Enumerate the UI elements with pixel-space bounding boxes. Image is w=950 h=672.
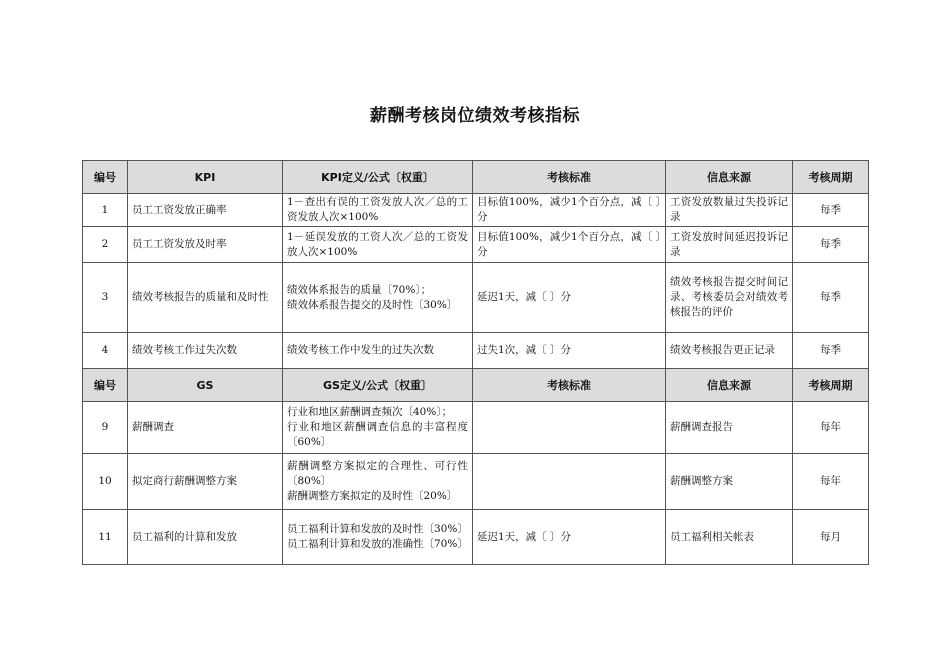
kpi-header-cell: KPI定义/公式〔权重〕 <box>283 161 473 194</box>
information-source <box>666 454 793 510</box>
information-source <box>666 263 793 333</box>
assessment-standard-line: 延迟1天，减〔 〕分 <box>477 530 572 543</box>
assessment-cycle: 每季 <box>793 194 869 227</box>
information-source <box>666 194 793 227</box>
kpi-header-cell: 信息来源 <box>666 161 793 194</box>
definition-line: 薪酬调整方案拟定的合理性、可行性〔80%〕 <box>287 460 468 487</box>
table-row <box>83 263 869 333</box>
page-title: 薪酬考核岗位绩效考核指标 <box>370 106 580 126</box>
table-row <box>83 402 869 454</box>
definition <box>283 333 473 369</box>
kpi-header-cell: 编号 <box>83 161 128 194</box>
gs-header-cell: 考核周期 <box>793 369 869 402</box>
gs-header-cell: 编号 <box>83 369 128 402</box>
assessment-cycle: 每年 <box>793 454 869 510</box>
indicator-name: 薪酬调查 <box>128 402 283 454</box>
assessment-standard <box>473 402 666 454</box>
assessment-standard <box>473 227 666 263</box>
gs-header-cell: GS定义/公式〔权重〕 <box>283 369 473 402</box>
definition-line: 1－延误发放的工资人次／总的工资发放人次×100% <box>287 230 468 258</box>
kpi-header-cell: KPI <box>128 161 283 194</box>
information-source <box>666 402 793 454</box>
definition-line: 员工福利计算和发放的准确性〔70%〕 <box>287 538 468 550</box>
definition-line: 绩效考核工作中发生的过失次数 <box>287 344 434 356</box>
table-row <box>83 227 869 263</box>
information-source-line: 工资发放时间延迟投诉记录 <box>670 230 788 258</box>
table-row <box>83 510 869 565</box>
definition-line: 1－查出有误的工资发放人次／总的工资发放人次×100% <box>287 196 468 223</box>
row-number: 10 <box>83 454 128 510</box>
row-number: 9 <box>83 402 128 454</box>
assessment-cycle: 每季 <box>793 333 869 369</box>
assessment-standard-line: 延迟1天，减〔 〕分 <box>477 291 572 303</box>
information-source-line: 绩效考核报告更正记录 <box>670 344 775 356</box>
indicator-name: 员工工资发放及时率 <box>128 227 283 263</box>
row-number: 3 <box>83 263 128 333</box>
information-source-line: 薪酬调查报告 <box>670 421 733 433</box>
definition-line: 行业和地区薪酬调查信息的丰富程度〔60%〕 <box>287 421 468 448</box>
indicator-name: 绩效考核报告的质量和及时性 <box>128 263 283 333</box>
assessment-standard <box>473 194 666 227</box>
assessment-standard-line: 目标值100%，减少1个百分点，减〔 〕分 <box>477 196 661 223</box>
assessment-cycle: 每季 <box>793 263 869 333</box>
assessment-standard <box>473 454 666 510</box>
kpi-header-cell: 考核周期 <box>793 161 869 194</box>
kpi-table <box>82 160 869 565</box>
assessment-cycle: 每年 <box>793 402 869 454</box>
definition <box>283 227 473 263</box>
information-source <box>666 227 793 263</box>
assessment-standard-line: 目标值100%，减少1个百分点，减〔 〕分 <box>477 230 661 258</box>
table-row <box>83 454 869 510</box>
table-row <box>83 333 869 369</box>
information-source-line: 员工福利相关帐表 <box>670 530 754 543</box>
gs-header-cell: 信息来源 <box>666 369 793 402</box>
definition-line: 员工福利计算和发放的及时性〔30%〕 <box>287 523 468 535</box>
information-source <box>666 333 793 369</box>
definition-line: 薪酬调整方案拟定的及时性〔20%〕 <box>287 490 458 502</box>
definition <box>283 263 473 333</box>
gs-header-row <box>83 369 869 402</box>
definition <box>283 194 473 227</box>
definition-line: 绩效体系报告提交的及时性〔30%〕 <box>287 298 458 311</box>
assessment-standard <box>473 510 666 565</box>
definition <box>283 402 473 454</box>
gs-header-cell: GS <box>128 369 283 402</box>
row-number: 2 <box>83 227 128 263</box>
assessment-cycle: 每季 <box>793 227 869 263</box>
assessment-standard <box>473 263 666 333</box>
assessment-cycle: 每月 <box>793 510 869 565</box>
information-source-line: 薪酬调整方案 <box>670 475 733 487</box>
information-source <box>666 510 793 565</box>
indicator-name: 员工工资发放正确率 <box>128 194 283 227</box>
gs-header-cell: 考核标准 <box>473 369 666 402</box>
kpi-header-row <box>83 161 869 194</box>
definition <box>283 454 473 510</box>
information-source-line: 工资发放数量过失投诉记录 <box>670 196 788 223</box>
row-number: 1 <box>83 194 128 227</box>
definition <box>283 510 473 565</box>
row-number: 4 <box>83 333 128 369</box>
row-number: 11 <box>83 510 128 565</box>
assessment-standard-line: 过失1次，减〔 〕分 <box>477 344 572 356</box>
definition-line: 绩效体系报告的质量〔70%〕； <box>287 283 432 296</box>
kpi-header-cell: 考核标准 <box>473 161 666 194</box>
table-row <box>83 194 869 227</box>
definition-line: 行业和地区薪酬调查频次〔40%〕； <box>287 406 453 418</box>
information-source-line: 绩效考核报告提交时间记录、考核委员会对绩效考核报告的评价 <box>670 276 788 318</box>
indicator-name: 拟定商行薪酬调整方案 <box>128 454 283 510</box>
assessment-standard <box>473 333 666 369</box>
indicator-name: 绩效考核工作过失次数 <box>128 333 283 369</box>
indicator-name: 员工福利的计算和发放 <box>128 510 283 565</box>
